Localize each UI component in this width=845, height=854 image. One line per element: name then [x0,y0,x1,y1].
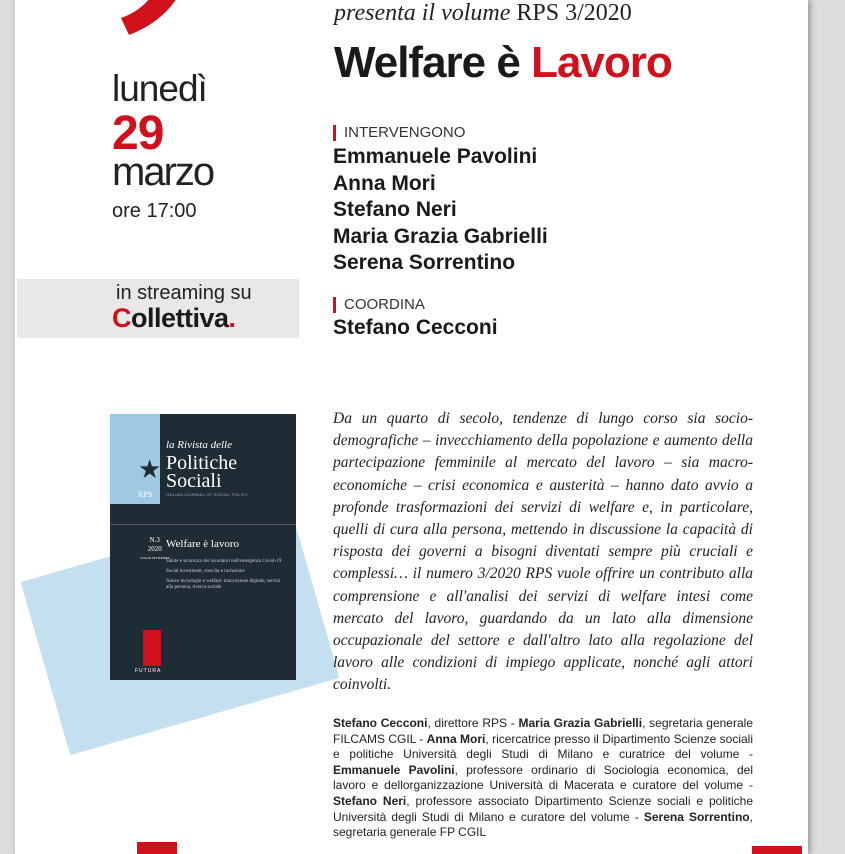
cover-title-line1: Politiche [166,452,238,474]
bio-text: , ricercatrice presso il Dipartimento Scienze sociali e politiche Università degli Studi di Milano e curatrice del volume - [333,731,753,762]
bio-name: Anna Mori [426,731,486,746]
title-part2: Lavoro [531,38,672,87]
date-time: ore 17:00 [112,200,197,222]
speakers-label: INTERVENGONO [333,125,465,141]
cover-bullets [166,559,286,595]
bio-text: , professore associato Dipartimento Scienze sociali e politiche Università degli Studi di Milano e curatore del volume - [333,793,754,824]
speaker-bios [333,716,753,841]
cover-issue [140,536,169,563]
collettiva-dot: . [228,303,236,333]
collettiva-c: C [112,303,131,333]
bio-text: , segretaria generale FP CGIL [333,809,753,840]
bio-name: Stefano Neri [333,793,407,808]
cover-logo: RPS [138,490,153,499]
bio-name: Serena Sorrentino [643,809,750,824]
cover-subtitle: ITALIAN JOURNAL OF SOCIAL POLICY [166,492,249,497]
speakers-list [333,144,548,277]
bio-text: , segretaria generale FILCAMS CGIL - [333,716,753,746]
coordinator-name: Stefano Cecconi [333,316,498,339]
speaker-name: Stefano Neri [333,198,457,222]
speaker-name: Maria Grazia Gabrielli [333,224,548,248]
cover-bullet: Salute e sicurezza dei lavoratori nell'emergenza Covid-19 [166,559,282,564]
cover-bullet: Nuove tecnologie e welfare: innovazione digitale, servizi alla persona, ricerca sociale [166,579,281,590]
streaming-label: in streaming su [116,282,252,304]
cgil-logo-shape [121,0,201,40]
book-cover [110,414,296,680]
cover-title-small: la Rivista delle [166,439,232,451]
presenta-prefix: presenta il volume [334,0,517,26]
cover-volume-title: Welfare è lavoro [166,538,240,550]
presenta-volume: RPS 3/2020 [516,0,632,26]
speaker-name: Serena Sorrentino [333,251,516,275]
star-icon: ★ [138,454,162,484]
presenta-line [334,0,632,27]
cover-title [166,436,237,490]
volume-description: Da un quarto di secolo, tendenze di lungo corso sia socio-demografiche – invecchiamento della popolazione e aumento della partecipazione femminile al mercato del lavoro – sia macro-economiche – crisi economica e austerità – hanno dato avvio a profonde trasformazioni dei servizi di welfare e, in particolare, quelli di cura alla persona, mettendo in discussione la capacità di risposta dei governi a bisogni diventati sempre più cruciali e complessi… il numero 3/2020 RPS vuole offrire un contributo alla comprensione e all'analisi dei servizi di welfare intesi come mercato del lavoro, guardando da un lato alla dimensione occupazionale del settore e dall'altro lato alla regolazione del lavoro alle condizioni di impiego applicate, nonché agli attori coinvolti. [333,410,753,694]
bottom-logo-fragment [137,842,177,854]
bottom-right-mark [752,846,802,854]
publisher-logo [143,630,161,666]
date-day: 29 [112,107,164,160]
cover-bullet: Social investment, crescita e inclusione [166,569,245,574]
cover-title-line2: Sociali [166,470,222,492]
bio-name: Emmanuele Pavolini [333,762,455,777]
date-month: marzo [112,150,214,194]
bio-name: Stefano Cecconi [333,716,428,730]
cover-issue-months: LUGLIO SETTEMBRE [140,556,170,560]
bio-text: , direttore RPS - [427,716,519,730]
cover-issue-number: N.3 [149,536,160,544]
speaker-name: Anna Mori [333,171,436,195]
publisher-name: FUTURA [135,668,162,674]
bio-text: , professore ordinario di Sociologia economica, del lavoro e dellorganizzazione Università di Macerata e curatore del volume - [333,762,753,793]
title-part1: Welfare è [334,38,532,87]
bio-name: Maria Grazia Gabrielli [518,716,643,730]
date-weekday: lunedì [112,68,207,109]
event-title [334,38,672,88]
collettiva-logo[interactable] [112,303,236,334]
cover-issue-year: 2020 [147,545,162,553]
speaker-name: Emmanuele Pavolini [333,145,538,168]
collettiva-rest: ollettiva [131,303,229,333]
cover-divider [110,524,296,525]
coordinator-label: COORDINA [333,297,425,313]
